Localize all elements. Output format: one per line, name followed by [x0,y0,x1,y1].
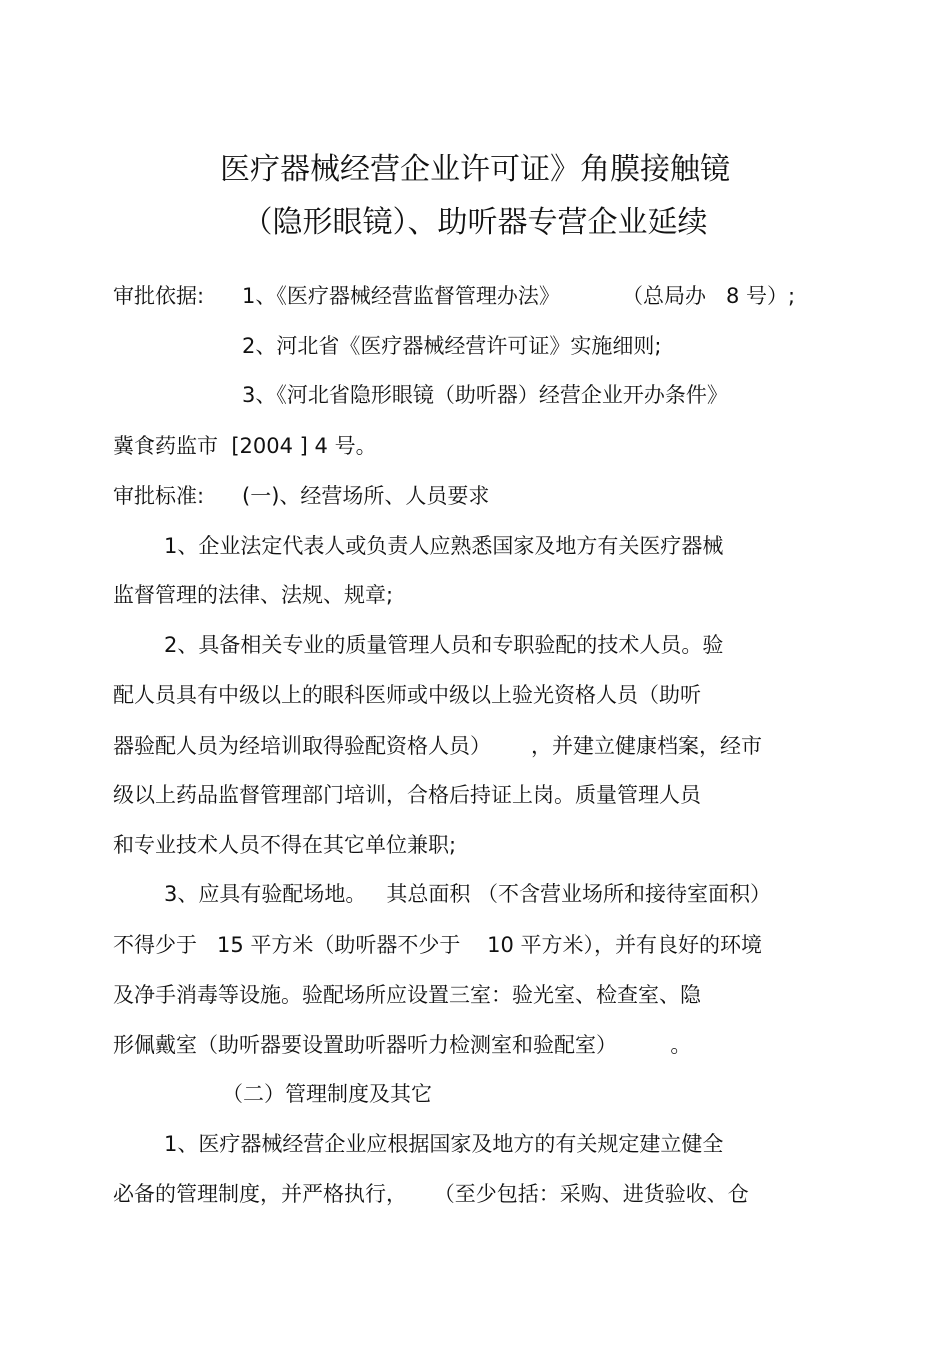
paragraph-3-line: 形佩戴室（助听器要设置助听器听力检测室和验配室） 。 [113,1033,692,1057]
basis-item-1-note: （总局办 8 号）; [622,284,796,308]
paragraph-2-line: 和专业技术人员不得在其它单位兼职; [113,833,457,857]
document-title-line-1: 医疗器械经营企业许可证》角膜接触镜 [220,152,730,187]
paragraph-3-line: 3、应具有验配场地。 其总面积 （不含营业场所和接待室面积） [164,882,772,906]
basis-label: 审批依据: [113,284,205,308]
document-title-line-2: （隐形眼镜）、助听器专营企业延续 [242,205,708,240]
paragraph-2-line: 器验配人员为经培训取得验配资格人员） ，并建立健康档案，经市 [113,734,763,758]
paragraph-1-line: 1、企业法定代表人或负责人应熟悉国家及地方有关医疗器械 [164,534,724,558]
basis-item-1-text: 1、《医疗器械经营监督管理办法》 [242,284,560,308]
section-2-heading: （二）管理制度及其它 [222,1082,432,1106]
paragraph-2-line: 配人员具有中级以上的眼科医师或中级以上验光资格人员（助听 [113,683,701,707]
paragraph-2-line: 级以上药品监督管理部门培训，合格后持证上岗。质量管理人员 [113,783,701,807]
basis-item-3: 3、《河北省隐形眼镜（助听器）经营企业开办条件》 [242,383,728,407]
basis-item-3-continuation: 冀食药监市 [2004 ] 4 号。 [113,434,377,458]
paragraph-4-line: 1、医疗器械经营企业应根据国家及地方的有关规定建立健全 [164,1132,724,1156]
standard-label: 审批标准: [113,484,205,508]
paragraph-3-line: 及净手消毒等设施。验配场所应设置三室：验光室、检查室、隐 [113,983,701,1007]
basis-item-2: 2、河北省《医疗器械经营许可证》实施细则; [242,334,662,358]
paragraph-3-line: 不得少于 15 平方米（助听器不少于 10 平方米），并有良好的环境 [113,933,763,957]
paragraph-1-line: 监督管理的法律、法规、规章; [113,583,394,607]
section-1-heading: (一)、经营场所、人员要求 [242,484,490,508]
paragraph-4-line: 必备的管理制度，并严格执行， （至少包括：采购、进货验收、仓 [113,1182,749,1206]
paragraph-2-line: 2、具备相关专业的质量管理人员和专职验配的技术人员。验 [164,633,724,657]
